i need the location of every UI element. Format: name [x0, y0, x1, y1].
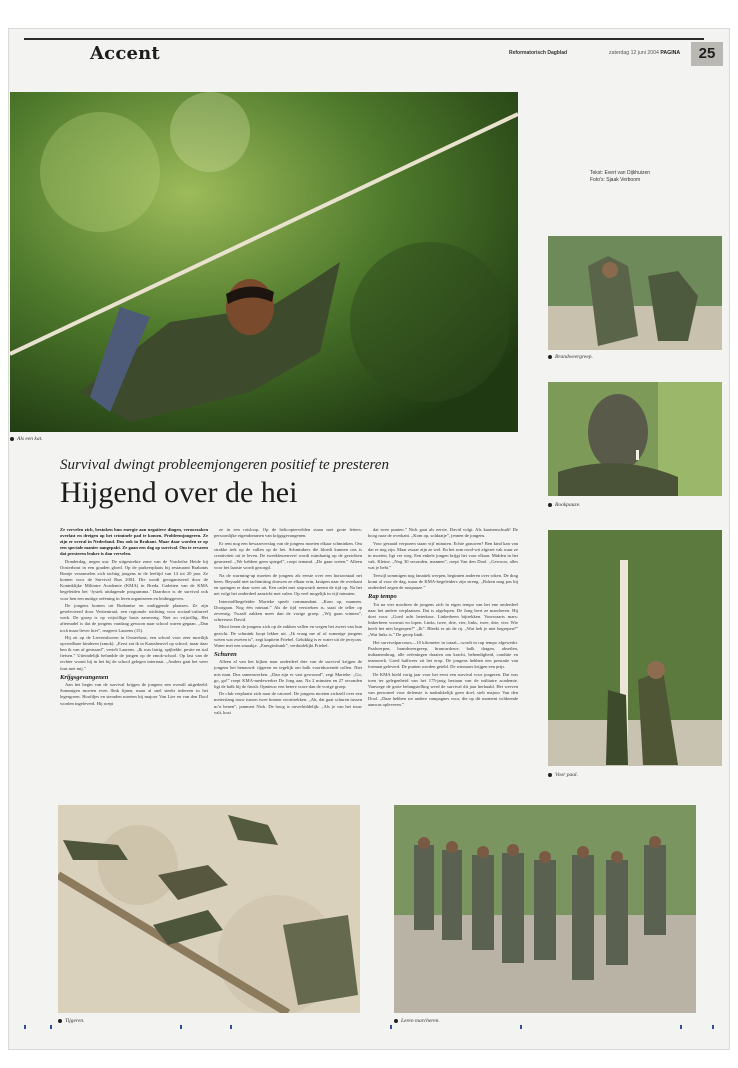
paragraph: Tot na vier mochten de jongens zich in eigen tempo van het ene onderdeel naar het andere verplaatsen. Dat is afgelopen. De Jong leert ze marcheren. Hij doet voor. „Goed acht heterkoor. Linkerbeen bijtrekken. Voorwaarts mars: linkerbeen voorruit en lopen. Links, twee, drie, vier, links, twee, drie, vier. Wie heeft het niet begrepen?” „Ik”. Bleekt er uit de rij. „Wat heb je niet begrepen?” „Wat links is.” De groep lindt.: [368, 601, 518, 637]
article-lead: Ze vervelen zich, bestoken hun energie aan negatieve dingen, veroorzaken overlast en dreigen op het criminele pad te komen. Probleemjongeren. Ze zijn er overal in Nederland. Dus ook in Brabant. Maar daar worden ze op een speciale manier aangepakt. Ze gaan een dag op survival. Om te ervaren dat presteren leuker is dan vervelen.: [60, 527, 208, 557]
paragraph: Interstaffbegeleider Marieke speelt commandant. „Kom op, mannen. Doorgaan. Nog één minuut.” Als de tijd verstreken is, staat de teller op zevenrig. Twaalf zakken meer dan de vorige groep. „Wij gaan winnen”, schreeuwt David.: [214, 598, 362, 622]
main-photo-caption: Als een kat.: [10, 436, 43, 442]
rook-caption: Rookpauze.: [548, 502, 581, 508]
paragraph: Er rent nog een bewaarverslag van de jongens moeten elkaar schminken. Om strakke trek op de vallen op de hei. Schminkers die bloedt kunnen ons is creativiteit uit te leven. De tweekleurenverf wordt ruimhartig op de gezichten gesmeerd. „We hebben geen spiegel”, roept iemand. „De gaan weten.” Alleen voor het laatste wordt gezorgd.: [214, 540, 362, 571]
paragraph: De KMA hield vorig jaar voor het eerst een survival voor jongeren. Dat was toen ter gelegenheid van het 175-jarig bestaan van de militaire academie. Vanwege de grote belangstelling werd de survival dit jaar herhaald. Het werven van personeel voor defensie is nadrukkelijk geen doel, stelt majoor Van den Dool. „Daar hebben we andere campagnes voor, die op dit moment voldoende aanwas opleveren.”: [368, 671, 518, 708]
subheading: Krijgsgevangenen: [60, 673, 109, 681]
subheading: Rap tempo: [368, 592, 397, 600]
marcheren-photo: [394, 805, 696, 1013]
article-column-1: [60, 527, 208, 797]
main-photo: [10, 92, 518, 432]
paal-photo: [548, 530, 722, 766]
paragraph: De club verplaatst zich naar de catorsel. De jongens moeten zichzelf over een meterslang touw tussen twee bomen voorttrekken. „Ah, dat gaat schuren tussen m’n benen”, jammert Nick. De hoog is onverbiddelijk: „Als je van het touw valt, kost: [214, 691, 362, 715]
paal-caption: Voor paal.: [548, 772, 578, 778]
paragraph: De jongens komen uit Brabantse en omliggende plaatsen. Ze zijn geselecteerd door Vertientraal, een regionale stichting voor sociaal-cultureel werk. De groep is op vrijwillige basis aanwezig. Niet zo vrijwillig. Het afternadel is dat de jongens vandaag gewoon naar school waren gegaan. „Dan toch maar liever hier”, reageert Laurens (15).: [60, 603, 208, 633]
subheading: Schuren: [214, 650, 237, 658]
brandweer-photo: [548, 236, 722, 350]
page-word: PAGINA: [660, 50, 681, 56]
rook-photo: [548, 382, 722, 496]
paragraph: ze in een rotsloop. Op de helicoptervelden staan met grote letters: persoonlijke eigendommen van krijgsgevangenen.: [214, 527, 362, 539]
paragraph: Aan het begin van de survival krijgen de jongens een overall uitgedeeld. Sommigen moeten even flink lijnen, maar al snel steekt iedereen in het legergroen. Hoofdjes en sieraden moeten bij majoor Van Lier en van den Dool worden ingeleverd. Hij roept: [60, 682, 208, 706]
paragraph: dat twee punten.” Nick gaat als eerste. David volgt. Als kaatsenschudt! De hoog naar de overkant. „Kom op, soldaatje”, jennen de jongens.: [368, 527, 518, 539]
article-column-3: [368, 527, 518, 797]
header-rule: [24, 38, 704, 40]
paragraph: Donderdag, negen uur. De uitgestrekte zone van de Vrachelse Heide bij Oosterhout in een gouden gloed. Op de parkeerplaats bij restaurant Brabants Bontje verzamelen zich tachtig jongens in de leeftijd van 14 tot 20 jaar. Ze komen voor de Survival Run 2004. Die wordt georganiseerd door de Koninklijke Militaire Academie (KMA) in Breda. Cadetten van de KMA begeleiden het ‘fysiek uitdagende programma.’ Daardoor is de survival ook voor hen een nuttige oefening in leren organiseren en leidinggeven.: [60, 558, 208, 601]
paragraph: Voor gezaaid verpozen staan vijf minuten. Echte grauwen? Ben kind kan van dat er nog zijn. Maar zwaar zijn ze wel. En het rum rood-wit afgezet vak waar ze in moeten, ligt ver weg. Een enkele jongen krijgt het voor elkaar. Midden in het vak. Kleine. „Nog 30 seconden, mannen”, roept Van den Dool. „Gewoon, alles wat je hebt.”: [368, 540, 518, 571]
issue-date: zaterdag 12 juni 2004: [609, 50, 659, 56]
brandweer-caption: Brandweergreep.: [548, 354, 593, 360]
text-credit: Tekst: Evert van Dijkhuizen: [590, 170, 651, 176]
article-headline: Hijgend over de hei: [60, 476, 298, 509]
article-column-2: [214, 527, 362, 797]
section-title: Accent: [90, 43, 160, 64]
tijgeren-photo: [58, 805, 360, 1013]
paragraph: Na de warming-up moeten de jongens als eerste over een horizontaal net heen. Beyuald niet tachtmiting douwen ze elkaar erin, kruipen naar de overkant en springen er daar weer uit. Een cadet met stopwatch neemt de tijd op. Na het net volgt het onderdeel aanzicht met valen. Op veel mogelijk in vijf minuten.: [214, 572, 362, 596]
tijgeren-caption: Tijgeren.: [58, 1018, 85, 1024]
print-registration-marks: [20, 1025, 720, 1033]
photo-credit: Foto's: Sjaak Verboom: [590, 177, 641, 183]
paragraph: Hij zit op de Lievenshoven in Oosterhout, een school voor zeer moeilijk opvoedbare kinderen (zmok). „Eerst zat ik in Kaatsheuvel op school, maar daar ben ik van af gestuurd”, vertelt Laurens. „Ik was lastig, spijbelde, pestte en stal fietsen.” Uiteindelijk belandde de jongen op de zmok-school. Op last van de rechter woont hij in het bij de school gelegen internaat. „Anders gaat het weer fout met mij.”: [60, 635, 208, 671]
credit-box: [590, 170, 690, 184]
date-line: [609, 50, 680, 56]
marcheren-caption: Leren marcheren.: [394, 1018, 440, 1024]
page-header: [24, 34, 724, 68]
article-kicker: Survival dwingt probleemjongeren positief te presteren: [60, 457, 389, 473]
newspaper-name: Reformatorisch Dagblad: [509, 50, 568, 56]
paragraph: Terwijl sommigen nog fanatiek werpen, beginnen anderen over roken. De drag komt al voor de dag, maar de KMA-begeleiders zijn streng. „Roken mag pas bij onderdeel zegen de rustpauze.”: [368, 572, 518, 590]
paragraph: Mooi lenen de jongens zich op de zakken vallen en wegen het zweet van hun gezicht. De schmink loopt lekker uit. „Ik vraag me af of sommige jongens weten wat zweten is”, zegt kapitein Friebel. Gelukkig is er water uit de jerrycan. Water met een smaakje. „Energiedrank”, verduidelijkt Friebel.: [214, 624, 362, 648]
page-number: 25: [691, 42, 723, 66]
paragraph: Het survivalparcours—10 kilometer in totaal—wordt in rap tempo afgewerkt. Paalwerpen, brandweergreep, brancardrace, balk dragen, abseilen, indiaanenbrug, alle oefeningen draaien om kracht, behendigheid, conditie en teamwerk. Goed halfweer zit het erop. De jongens hebben een prestatie van formaat geleverd. De punten worden geteld. De winnaars krijgen een prijs.: [368, 639, 518, 669]
paragraph: Alleen al van het kijken naar onderdeel drie van de survival krijgen de jongens het benauwd: tijgeren en tegelijk om balk voortduwende rollen. Niet mis man. Dus samenwerken. „Dan zijn er vast gewoond”, zegt Marieke. „Go, go, go!” roept KMA-medewerker De Jong aan. Na 2 minuten en 27 seconden ligt de balk bij de finish. Opnieuw een betere score dan de vorige groep.: [214, 659, 362, 689]
